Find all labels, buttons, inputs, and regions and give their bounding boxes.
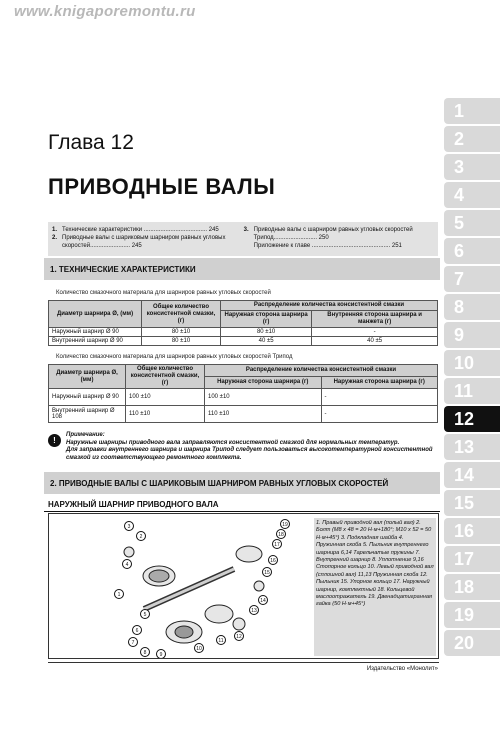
page-title: ПРИВОДНЫЕ ВАЛЫ <box>48 174 276 199</box>
chapter-tab-20[interactable]: 20 <box>444 630 500 656</box>
table-header: Диаметр шарнира Ø, (мм) <box>49 365 126 389</box>
toc-right-column <box>244 226 434 250</box>
callout-label: 13 <box>251 607 257 614</box>
chapter-tab-16[interactable]: 16 <box>444 518 500 544</box>
table-header: Общее количество консистентной смазки, (г) <box>126 365 205 389</box>
chapter-tab-3[interactable]: 3 <box>444 154 500 180</box>
callout-label: 6 <box>135 627 139 634</box>
washer-part <box>124 547 134 557</box>
callout-label: 1 <box>117 591 121 598</box>
callout-label: 8 <box>143 649 147 656</box>
subsection-heading: НАРУЖНЫЙ ШАРНИР ПРИВОДНОГО ВАЛА <box>48 500 219 509</box>
table-header: Наружная сторона шарнира (г) <box>205 377 322 389</box>
exclamation-icon: ! <box>48 434 61 447</box>
chapter-tabs <box>444 98 500 658</box>
callout-label: 14 <box>260 597 266 604</box>
table-row: Наружный шарнир Ø 90 80 ±10 80 ±10 - <box>49 328 438 337</box>
table2-caption: Количество смазочного материала для шарниров равных угловых скоростей Трипод <box>56 354 293 360</box>
chapter-tab-11[interactable]: 11 <box>444 378 500 404</box>
figure-legend: 1. Правый приводной вал (полый вал) 2. Болт (М8 х 48 = 20 Н·м+180°; М10 х 52 = 50 Н·м+45°) 3. Подкладная шайба 4. Пружинная скоба 5. Пыльник внутреннего шарнира 6,14 Тарельчатые пружины 7. Внутренний шарнир 8. Уплотнение 9,16 Стопорное кольцо 10. Левый приводной вал (сплошной вал) 11,13 Пружинная скоба 12. Пыльник 15. Упорное кольцо 17. Наружный шарнир, комплектный 18. Кольцевой маслоотражатель 19. Двенадцатигранная гайка (50 Н·м+45°) <box>314 518 436 656</box>
chapter-tab-6[interactable]: 6 <box>444 238 500 264</box>
chapter-tab-2[interactable]: 2 <box>444 126 500 152</box>
chapter-label: Глава 12 <box>48 131 134 154</box>
callout-label: 3 <box>127 523 131 530</box>
callout-label: 10 <box>196 645 202 652</box>
table-of-contents <box>48 222 438 256</box>
table-row: Наружный шарнир Ø 90 100 ±10 100 ±10 - <box>49 389 438 406</box>
chapter-tab-18[interactable]: 18 <box>444 574 500 600</box>
clamp-part <box>254 581 264 591</box>
chapter-tab-12[interactable]: 12 <box>444 406 500 432</box>
lubricant-table-tripod <box>48 364 438 423</box>
section-heading-specs: 1. ТЕХНИЧЕСКИЕ ХАРАКТЕРИСТИКИ <box>44 258 440 280</box>
callout-label: 15 <box>264 569 270 576</box>
joint-inner <box>175 626 193 638</box>
chapter-tab-17[interactable]: 17 <box>444 546 500 572</box>
section-heading-cv-shafts: 2. ПРИВОДНЫЕ ВАЛЫ С ШАРИКОВЫМ ШАРНИРОМ РАВНЫХ УГЛОВЫХ СКОРОСТЕЙ <box>44 472 440 494</box>
callout-label: 19 <box>282 521 288 528</box>
chapter-tab-13[interactable]: 13 <box>444 434 500 460</box>
table1-caption: Количество смазочного материала для шарниров равных угловых скоростей <box>56 290 271 296</box>
table-header: Внутренняя сторона шарнира и манжета (г) <box>312 311 438 328</box>
note-block <box>48 432 440 462</box>
table-row: Внутренний шарнир Ø 108 110 ±10 110 ±10 - <box>49 406 438 423</box>
table-header: Распределение количества консистентной смазки <box>205 365 438 377</box>
chapter-tab-4[interactable]: 4 <box>444 182 500 208</box>
table-row: Внутренний шарнир Ø 90 80 ±10 40 ±5 40 ±5 <box>49 337 438 346</box>
chapter-tab-1[interactable]: 1 <box>444 98 500 124</box>
callout-label: 7 <box>131 639 135 646</box>
callout-label: 5 <box>143 611 147 618</box>
chapter-tab-10[interactable]: 10 <box>444 350 500 376</box>
callout-label: 9 <box>159 651 163 658</box>
toc-left-column <box>52 226 242 250</box>
nut-part <box>233 618 245 630</box>
chapter-tab-5[interactable]: 5 <box>444 210 500 236</box>
chapter-tab-8[interactable]: 8 <box>444 294 500 320</box>
table-header: Наружная сторона шарнира (г) <box>321 377 438 389</box>
callout-label: 16 <box>270 557 276 564</box>
chapter-tab-15[interactable]: 15 <box>444 490 500 516</box>
callout-label: 11 <box>218 637 224 644</box>
note-title: Примечание: <box>66 432 105 438</box>
publisher-credit: Издательство «Монолит» <box>366 666 438 672</box>
chapter-tab-9[interactable]: 9 <box>444 322 500 348</box>
note-line: Для заправки внутреннего шарнира и шарнира Трипод следует пользоваться высокотемпературной консистентной смазкой из соответствующего ремонтного комплекта. <box>66 447 433 461</box>
boot-part <box>205 605 233 623</box>
table-header: Общее количество консистентной смазки, (г) <box>142 301 221 328</box>
callout-label: 18 <box>278 531 284 538</box>
table-header: Наружная сторона шарнира (г) <box>221 311 312 328</box>
footer-divider <box>48 662 439 663</box>
exploded-diagram <box>49 514 311 658</box>
lubricant-table-cv <box>48 300 438 346</box>
table-header: Распределение количества консистентной смазки <box>221 301 438 311</box>
callout-label: 17 <box>274 541 280 548</box>
toc-item: 2. Приводные валы с шариковым шарниром равных угловых скоростей........................ 245 <box>52 235 226 249</box>
divider <box>44 511 440 512</box>
toc-item: Приложение к главе ............................................... 251 <box>253 243 402 249</box>
callout-label: 4 <box>125 561 129 568</box>
toc-item: 1. Технические характеристики ...................................... 245 <box>52 227 219 233</box>
chapter-tab-14[interactable]: 14 <box>444 462 500 488</box>
site-watermark: www.knigaporemontu.ru <box>14 3 196 20</box>
chapter-tab-19[interactable]: 19 <box>444 602 500 628</box>
callout-label: 2 <box>139 533 143 540</box>
callout-label: 12 <box>236 633 242 640</box>
table-header: Диаметр шарнира Ø, (мм) <box>49 301 142 328</box>
note-line: Наружные шарниры приводного вала заправляются консистентной смазкой для нормальных температур. <box>66 439 400 446</box>
boot-inner <box>149 570 169 582</box>
toc-item: 3. Приводные валы с шарниром равных угловых скоростей Трипод.......................... 250 <box>243 227 413 241</box>
chapter-tab-7[interactable]: 7 <box>444 266 500 292</box>
ring-part <box>236 546 262 562</box>
